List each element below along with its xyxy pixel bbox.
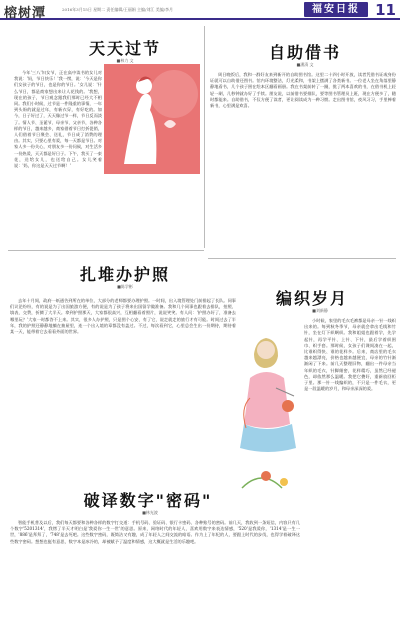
masthead [0, 0, 400, 20]
article-title-3: 自助借书 [268, 43, 341, 62]
section-divider [8, 250, 204, 251]
article-body-1a: 今年'三八'妇女节，正在高中读书的女儿对我说：'妈，节日快乐！'我一愣，说：'今天是你们女孩子的节日，也是你的节日。'女儿说：'什么节日，都是商家想出来让人花钱的。'我想，现在的孩子，节日观念跟我们那时已经大不相同。我们小时候，过节是一件隆重的事情，一年到头盼的就是过年，有新衣穿，有好吃的。如今，日子好过了，天天像过节一样，节日反而淡了。情人节、圣诞节、母亲节、父亲节，各种各样的节日，越来越多，商家借着节日打折促销，人们借着节日聚会、送礼，节日成了消费的理由。其实，只要心里有爱，每一天都是节日。对家人多一份关心，对朋友多一份问候，对生活多一份热爱，天天都是好日子。下午，我买了一束花，送给女儿，也送给自己。女儿笑着说：'妈，你这是天天过节啊！' [14, 70, 102, 169]
article-byline-3: ■潘清 文 [296, 62, 314, 67]
issue-meta: 2016年3月15日 星期二 责任编辑/王丽娟 主编/刘江 美编/李月 [62, 7, 173, 12]
bird-decoration [236, 458, 302, 498]
page-number: 11 [375, 1, 396, 19]
article-body-1b [104, 178, 200, 248]
womens-day-illustration [104, 64, 200, 174]
newspaper-logo: 福安日报 [304, 2, 368, 17]
article-title-4: 编织岁月 [275, 289, 348, 308]
knitting-girl-illustration [236, 318, 302, 458]
article-body-5: 智能手机普及以后，我们每天都要和各种各样的数字打交道：手机号码、验证码、银行卡密码、各种账号的密码。前几天，我收到一条短信，内容只有几个数字'5201314'，我愣了半天才明白是'我爱你一生一世'的意思。原来，网络时代的年轻人，喜欢用数字来表达情感，'520'是我爱你，'1314'是一生一世，'886'是拜拜了，'748'是去死吧。这些数字密码，既简洁又有趣，成了年轻人之间交流的暗语。作为上了年纪的人，要跟上时代的步伐，也得学着破译这些数字密码。想想也挺有意思，数字本是冰冷的，却被赋予了温度和情感，这大概就是生活的乐趣吧。 [10, 520, 300, 544]
article-title-5: 破译数字"密码" [83, 491, 213, 510]
section-name: 榕树潭 [4, 6, 47, 21]
article-byline-2: ■陈学彬 [117, 284, 133, 289]
article-body-3: 周日晚饭后，我和一群好友来到新开的自助图书馆。这里二十四小时开放，读者凭借书证或身份证就可以自助借还图书。馆内环境整洁，灯光柔和，书架上摆满了各类新书。一位老人坐在角落里静静地看书，几个孩子围在绘本区翻看画册。我在书架前转了一圈，挑了两本喜欢的书，在借书机上轻轻一刷，几秒钟就办好了手续。朋友说，以前借书要排队，要等图书管理员上班，现在方便多了，随时都能来。自助借书，不仅方便了读者，更让阅读成为一种习惯。走出图书馆，夜风习习，手里捧着新书，心里满是欢喜。 [210, 72, 396, 109]
column-divider [204, 26, 205, 248]
article-title-2: 扎堆办护照 [79, 265, 170, 284]
section-divider [208, 258, 396, 259]
article-body-4: 小时候，家里的毛衣毛裤都是母亲一针一线织出来的。每到秋冬季节，母亲就会拿出毛线和竹针，坐在灯下织啊织。我和姐姐也跟着学，先学起针，再学平针、上针、下针，最后学着织围巾、织手套。那时候，女孩子们课间凑在一起，比谁织得快、谁的花样多。后来，商店里的毛衣越来越漂亮，价格也越来越便宜，母亲的竹针渐渐闲了下来。前几天整理旧物，翻出一件母亲当年织的毛衣，针脚细密，花样精巧，虽然已经褪色，却依然那么温暖。我把它叠好，重新放回柜子里。那一针一线编织的，不只是一件毛衣，更是一段温暖的岁月，和母亲深深的爱。 [304, 318, 396, 392]
article-byline-5: ■林光波 [142, 510, 158, 515]
article-byline-1: ■林力 文 [116, 58, 134, 63]
article-byline-4: ■刘新静 [312, 308, 328, 313]
article-body-2: 去年十月间，政府一纸通告到所在的单位，大部分的老师都要办理护照。一时间，出入境管理处门前排起了长队。同事们议论纷纷，有的说是为了出国旅游方便，有的说是为了孩子将来出国留学做准备。我和几个同事也跟着去排队，拍照、填表、交费，折腾了大半天。拿到护照那天，大家都很高兴，互相翻看着照片，说说笑笑。有人问：'护照办好了，准备去哪里玩？'大家一时都答不上来。其实，很多人办护照，只是图个心安，有了它，说走就走的旅行才有可能。时间过去了半年，我的护照还静静地躺在抽屉里，连一个出入境的章都没有盖过。不过，每次看到它，心里总会生出一份期待，期待着某一天，能带着它去看看外面的世界。 [10, 298, 236, 335]
article-title-1: 天天过节 [88, 39, 161, 58]
